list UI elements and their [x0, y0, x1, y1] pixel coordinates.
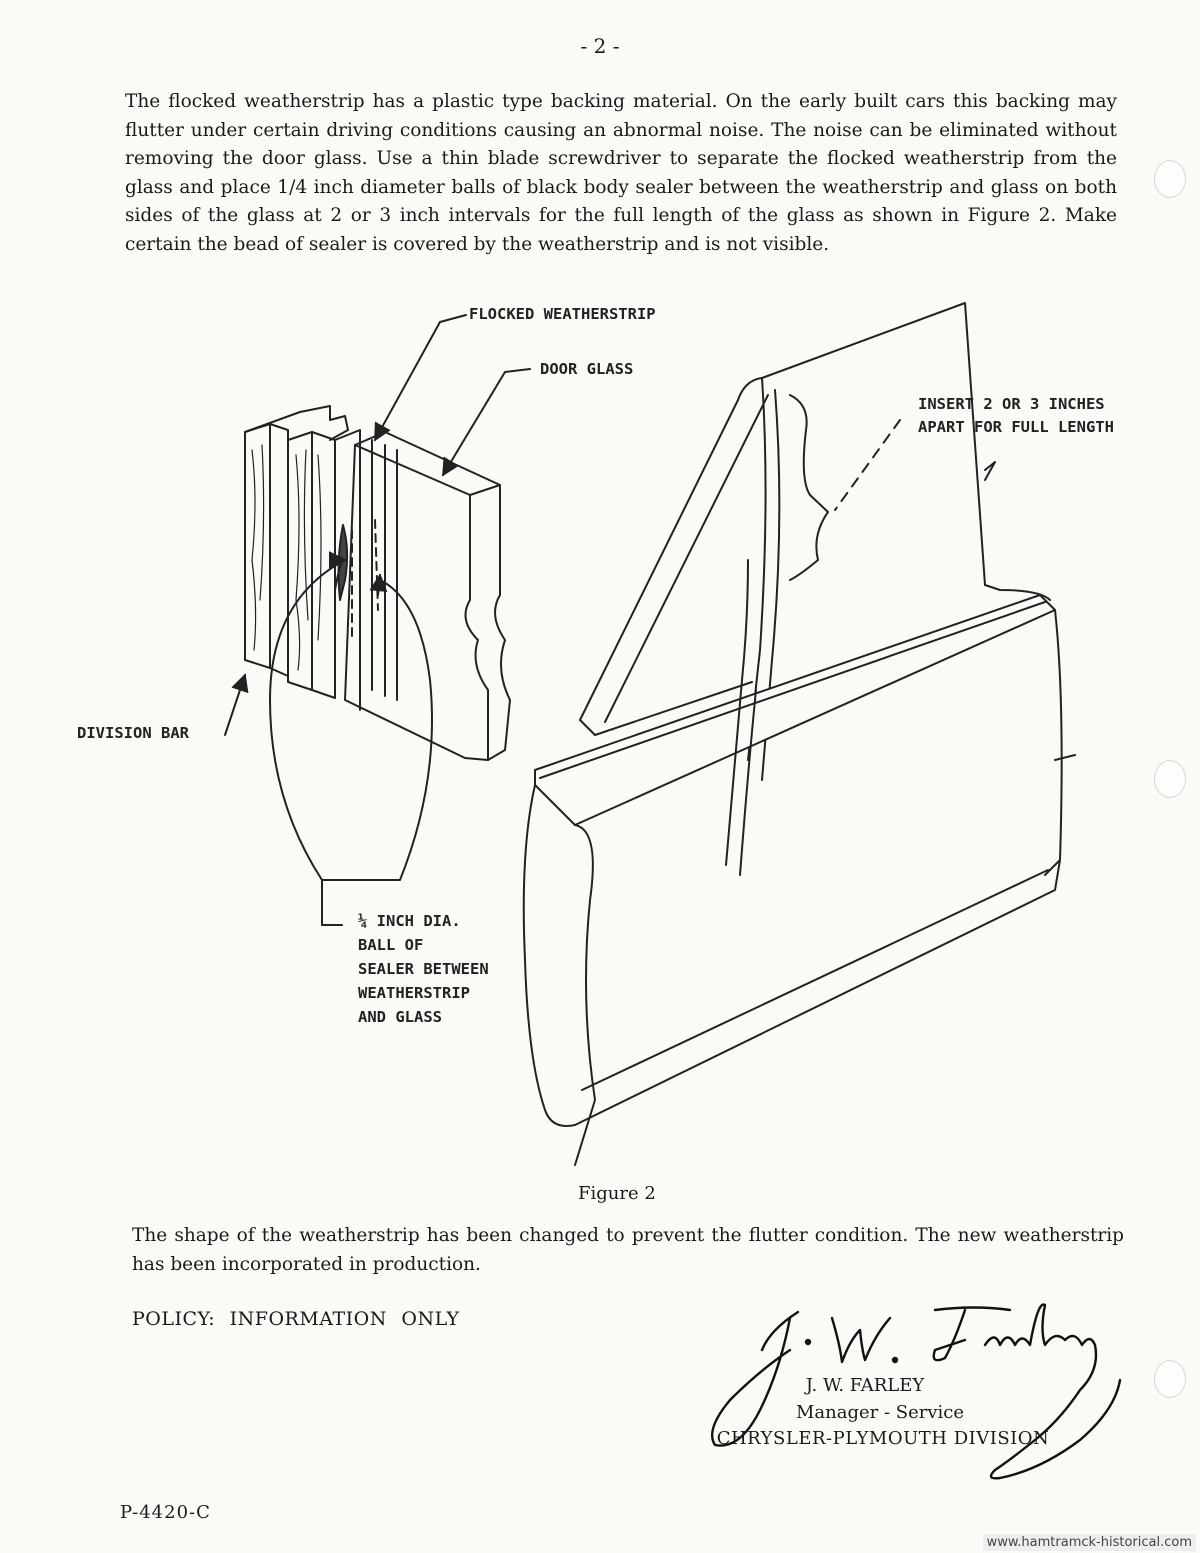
label-insert-line1: INSERT 2 OR 3 INCHES [918, 395, 1105, 413]
label-sealer-line5: AND GLASS [358, 1008, 442, 1026]
closing-paragraph: The shape of the weatherstrip has been changed to prevent the flutter condition. The new weatherstrip has been incorporated in production. [132, 1225, 1124, 1275]
label-insert-line2: APART FOR FULL LENGTH [918, 418, 1114, 436]
label-sealer-line2: BALL OF [358, 936, 424, 954]
label-door-glass: DOOR GLASS [540, 360, 634, 378]
page-number: - 2 - [580, 34, 620, 58]
signer-name: J. W. FARLEY [805, 1375, 925, 1396]
label-sealer-line1: ¼ INCH DIA. [358, 912, 461, 930]
source-watermark: www.hamtramck-historical.com [983, 1534, 1196, 1551]
document-code: P-4420-C [120, 1502, 211, 1523]
policy-statement: POLICY: INFORMATION ONLY [132, 1308, 460, 1330]
label-flocked-weatherstrip: FLOCKED WEATHERSTRIP [469, 305, 656, 323]
label-sealer-line3: SEALER BETWEEN [358, 960, 489, 978]
signer-division: CHRYSLER-PLYMOUTH DIVISION [716, 1428, 1050, 1449]
figure-caption: Figure 2 [578, 1183, 656, 1204]
label-sealer-line4: WEATHERSTRIP [358, 984, 470, 1002]
intro-paragraph: The flocked weatherstrip has a plastic type backing material. On the early built cars this backing may flutter under certain driving conditions causing an abnormal noise. The noise can be eliminated without removing the door glass. Use a thin blade screwdriver to separate the flocked weatherstrip from the glass and place 1/4 inch diameter balls of black body sealer between the weatherstrip and glass on both sides of the glass at 2 or 3 inch intervals for the full length of the glass as shown in Figure 2. Make certain the bead of sealer is covered by the weatherstrip and is not visible. [125, 91, 1117, 255]
signer-title: Manager - Service [795, 1402, 965, 1423]
label-division-bar: DIVISION BAR [77, 724, 189, 742]
